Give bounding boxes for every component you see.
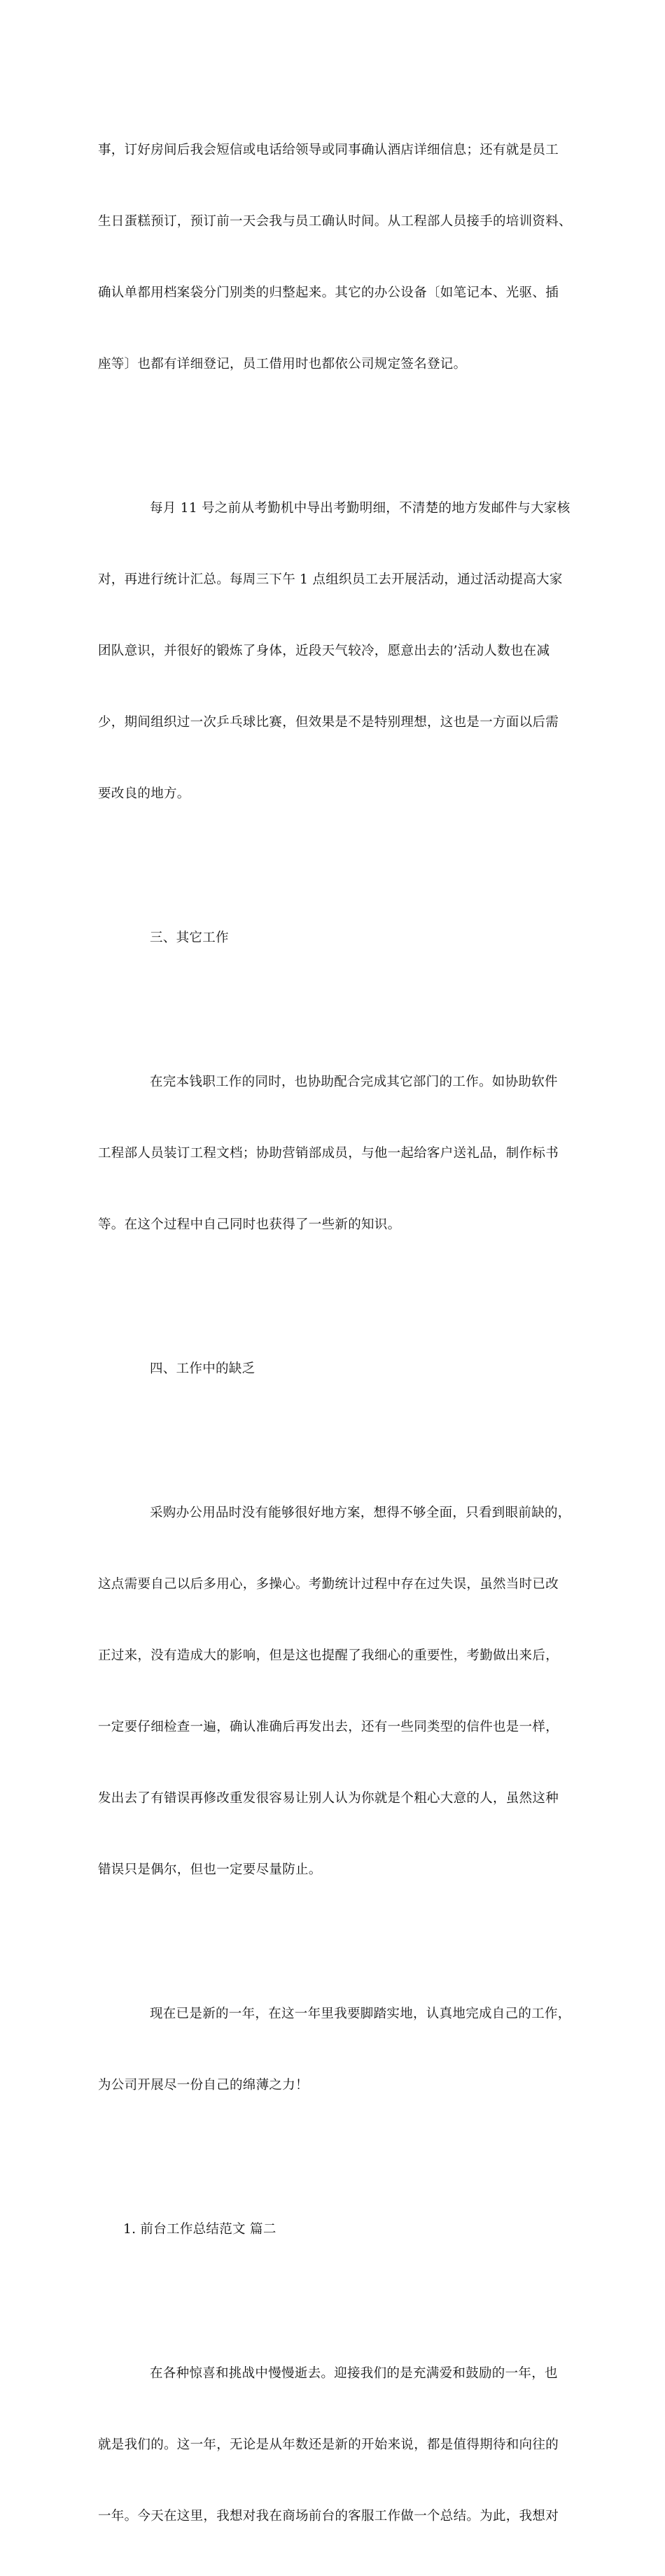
section-heading-shortcomings — [98, 1310, 570, 1429]
text-line: 确认单都用档案袋分门别类的归整起来。其它的办公设备〔如笔记本、光驱、插 — [98, 285, 559, 300]
text-line: 生日蛋糕预订，预订前一天会我与员工确认时间。从工程部人员接手的培训资料、 — [98, 214, 572, 229]
paragraph-new-year — [98, 1955, 570, 2145]
text-line: 事，订好房间后我会短信或电话给领导或同事确认酒店详细信息；还有就是员工 — [98, 143, 559, 157]
text-line: 正过来，没有造成大的影响，但是这也提醒了我细心的重要性，考勤做出来后， — [98, 1648, 559, 1663]
text-line: 为公司开展尽一份自己的绵薄之力！ — [98, 2078, 309, 2093]
text-line: 要改良的地方。 — [98, 786, 190, 801]
paragraph-gap — [98, 1930, 570, 1955]
text-line: 工程部人员装订工程文档；协助营销部成员，与他一起给客户送礼品，制作标书 — [98, 1146, 559, 1161]
text-line: 在各种惊喜和挑战中慢慢逝去。迎接我们的是充满爱和鼓励的一年，也 — [150, 2366, 558, 2381]
text-line: 等。在这个过程中自己同时也获得了一些新的知识。 — [98, 1217, 401, 1232]
paragraph-part-two-intro — [98, 2314, 570, 2576]
text-line: 就是我们的。这一年，无论是从年数还是新的开始来说，都是值得期待和向往的 — [98, 2437, 559, 2452]
text-line: 在完本钱职工作的同时，也协助配合完成其它部门的工作。如协助软件 — [150, 1075, 558, 1089]
paragraph-gap — [98, 1429, 570, 1454]
text-line: 团队意识，并很好的锻炼了身体，近段天气较冷，愿意出去的’活动人数也在减 — [98, 644, 550, 658]
paragraph-gap — [98, 854, 570, 879]
text-line: 座等〕也都有详细登记，员工借用时也都依公司规定签名登记。 — [98, 357, 467, 371]
heading-text: 四、工作中的缺乏 — [150, 1361, 255, 1376]
paragraph-attendance — [98, 449, 570, 854]
paragraph-gap — [98, 998, 570, 1023]
paragraph-continuation — [98, 91, 570, 424]
paragraph-shortcomings — [98, 1454, 570, 1930]
text-line: 少，期间组织过一次乒乓球比赛，但效果是不是特别理想，这也是一方面以后需 — [98, 715, 559, 730]
text-line: 错误只是偶尔，但也一定要尽量防止。 — [98, 1862, 322, 1877]
heading-text: 1. 前台工作总结范文 篇二 — [123, 2222, 276, 2237]
text-line: 一定要仔细检查一遍，确认准确后再发出去，还有一些同类型的信件也是一样， — [98, 1720, 559, 1734]
document-body — [98, 91, 570, 2576]
paragraph-other-work — [98, 1023, 570, 1285]
text-line: 对，再进行统计汇总。每周三下午 1 点组织员工去开展活动，通过活动提高大家 — [98, 572, 563, 587]
text-line: 发出去了有错误再修改重发很容易让别人认为你就是个粗心大意的人，虽然这种 — [98, 1791, 559, 1806]
heading-text: 三、其它工作 — [150, 930, 229, 945]
text-line: 每月 11 号之前从考勤机中导出考勤明细，不清楚的地方发邮件与大家核 — [150, 501, 570, 516]
text-line: 这点需要自己以后多用心，多操心。考勤统计过程中存在过失误，虽然当时已改 — [98, 1577, 559, 1592]
paragraph-gap — [98, 424, 570, 449]
paragraph-gap — [98, 1285, 570, 1310]
text-line: 采购办公用品时没有能够很好地方案，想得不够全面，只看到眼前缺的， — [150, 1506, 571, 1520]
text-line: 一年。今天在这里，我想对我在商场前台的客服工作做一个总结。为此，我想对 — [98, 2509, 559, 2524]
paragraph-gap — [98, 2289, 570, 2314]
section-heading-other-work — [98, 879, 570, 998]
article-heading-part-two — [98, 2170, 570, 2289]
text-line: 现在已是新的一年，在这一年里我要脚踏实地，认真地完成自己的工作， — [150, 2007, 571, 2021]
paragraph-gap — [98, 2145, 570, 2170]
